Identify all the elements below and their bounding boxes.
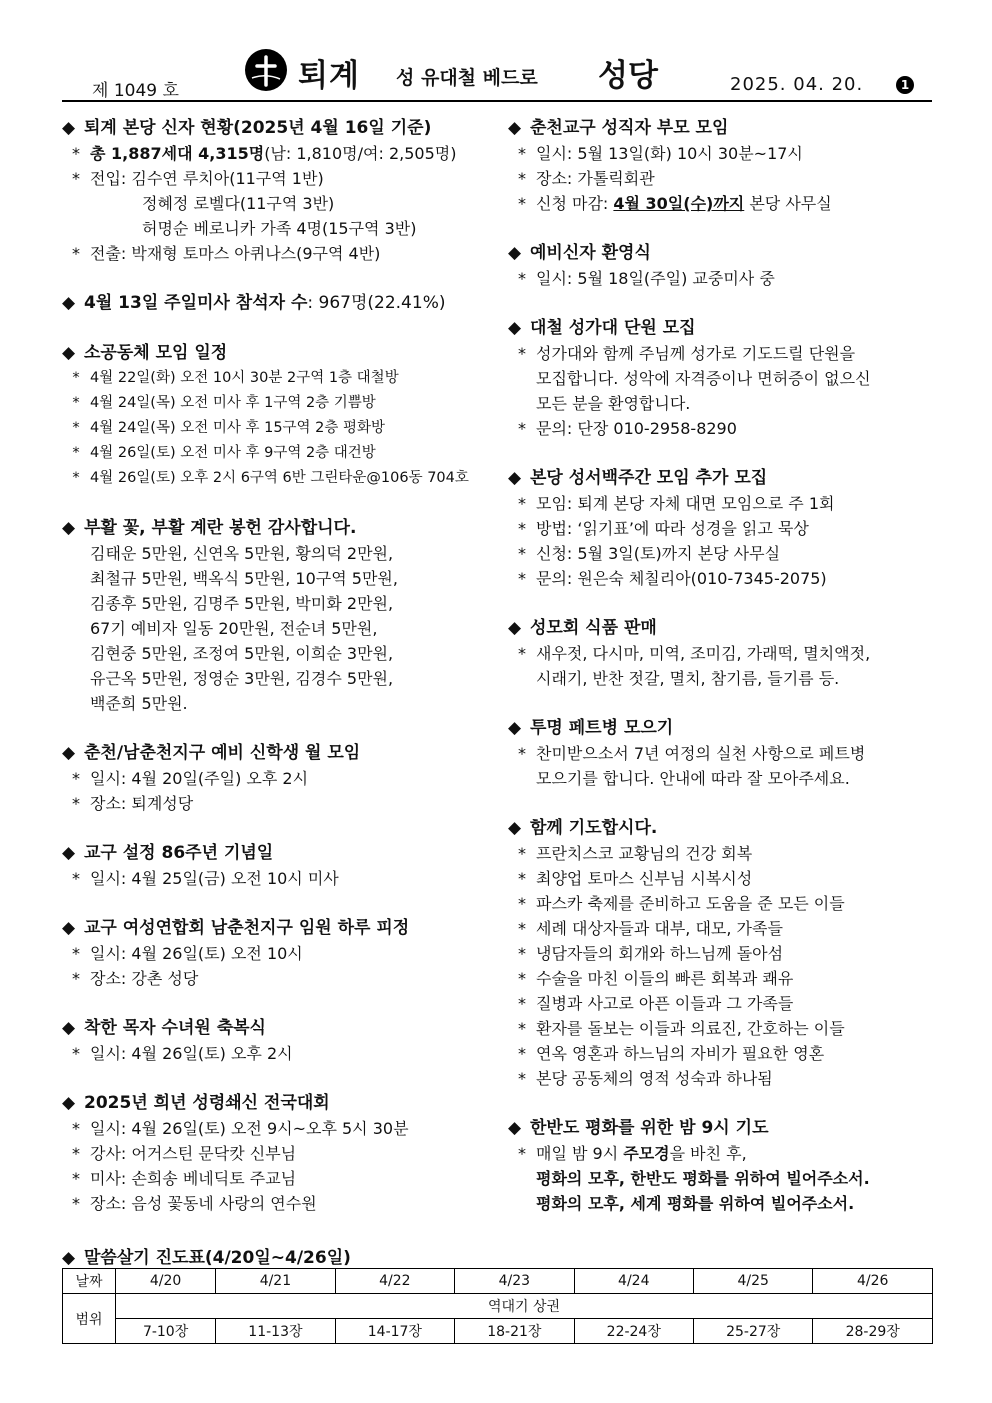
asterisk-icon: * (518, 1019, 526, 1038)
diamond-bullet-icon: ◆ (508, 468, 522, 488)
parish-patron: 성 유대철 베드로 (396, 67, 538, 89)
asterisk-icon: * (518, 1044, 526, 1063)
section-title: 부활 꽃, 부활 계란 봉헌 감사합니다. (84, 518, 357, 538)
donor-line: 김현중 5만원, 조정여 5만원, 이희순 3만원, (90, 644, 394, 663)
list-item: * 수술을 마친 이들의 빠른 회복과 쾌유 (508, 966, 933, 991)
chapter-cell: 11-13장 (216, 1319, 335, 1344)
asterisk-icon: * (518, 144, 526, 163)
diamond-bullet-icon: ◆ (62, 1018, 76, 1038)
asterisk-icon: * (518, 919, 526, 938)
section-small-community (62, 341, 487, 491)
diamond-bullet-icon: ◆ (508, 318, 522, 338)
list-item: * 환자를 돌보는 이들과 의료진, 간호하는 이들 (508, 1016, 933, 1041)
asterisk-icon: * (72, 244, 80, 263)
donor-line: 김종후 5만원, 김명주 5만원, 박미화 2만원, (90, 594, 394, 613)
asterisk-icon: * (518, 169, 526, 188)
date-cell: 4/20 (116, 1269, 216, 1294)
asterisk-icon: * (518, 894, 526, 913)
section-title: 소공동체 모임 일정 (84, 343, 228, 363)
section-diocese-anniversary: ◆ 교구 설정 86주년 기념일 * 일시: 4월 25일(금) 오전 10시 미사 (62, 841, 487, 891)
asterisk-icon: * (72, 445, 80, 461)
member-total: 총 1,887세대 4,315명 (90, 144, 265, 163)
asterisk-icon: * (518, 969, 526, 988)
diamond-bullet-icon: ◆ (508, 243, 522, 263)
book-cell: 역대기 상권 (116, 1294, 933, 1319)
list-item: * 프란치스코 교황님의 건강 회복 (508, 841, 933, 866)
section-title: 투명 페트병 모으기 (530, 718, 674, 738)
list-item: * 4월 24일(목) 오전 미사 후 1구역 2층 기쁨방 (62, 391, 487, 416)
asterisk-icon: * (72, 969, 80, 988)
diamond-bullet-icon: ◆ (62, 293, 76, 313)
diamond-bullet-icon: ◆ (508, 1118, 522, 1138)
issue-number: 제 1049 호 (92, 81, 179, 101)
table-row (63, 1294, 933, 1319)
diamond-bullet-icon: ◆ (62, 343, 76, 363)
chapter-cell: 28-29장 (813, 1319, 933, 1344)
asterisk-icon: * (72, 144, 80, 163)
date-cell: 4/23 (455, 1269, 574, 1294)
asterisk-icon: * (518, 844, 526, 863)
asterisk-icon: * (72, 395, 80, 411)
diamond-bullet-icon: ◆ (508, 818, 522, 838)
asterisk-icon: * (518, 494, 526, 513)
section-prayer-intentions (508, 816, 933, 1091)
asterisk-icon: * (72, 1044, 80, 1063)
asterisk-icon: * (518, 1144, 526, 1163)
date-cell: 4/21 (216, 1269, 335, 1294)
list-item: * 최양업 토마스 신부님 시복시성 (508, 866, 933, 891)
issue-date: 2025. 04. 20. (730, 74, 864, 95)
diamond-bullet-icon: ◆ (62, 918, 76, 938)
asterisk-icon: * (518, 344, 526, 363)
diamond-bullet-icon: ◆ (62, 743, 76, 763)
asterisk-icon: * (518, 1069, 526, 1088)
member-breakdown: (남: 1,810명/여: 2,505명) (264, 144, 457, 163)
left-column (62, 116, 487, 1241)
diamond-bullet-icon: ◆ (62, 843, 76, 863)
asterisk-icon: * (518, 994, 526, 1013)
reading-schedule-table (62, 1268, 933, 1344)
asterisk-icon: * (72, 470, 80, 486)
section-title: 춘천/남춘천지구 예비 신학생 월 모임 (84, 743, 361, 763)
asterisk-icon: * (72, 420, 80, 436)
section-choir-recruit: ◆ 대철 성가대 단원 모집 * 성가대와 함께 주님께 성가로 기도드릴 단원을 모집합니다. 성악에 자격증이나 면허증이 없으신 모든 분을 환영합니다. * 문의: 단장 010-2958-8290 (508, 316, 933, 441)
section-title: 춘천교구 성직자 부모 모임 (530, 118, 729, 138)
diamond-bullet-icon: ◆ (62, 1093, 76, 1113)
schedule-title: ◆ 말씀살기 진도표(4/20일~4/26일) (62, 1248, 351, 1268)
diamond-bullet-icon: ◆ (508, 718, 522, 738)
diamond-bullet-icon: ◆ (508, 118, 522, 138)
table-row (63, 1269, 933, 1294)
section-peace-prayer: ◆ 한반도 평화를 위한 밤 9시 기도 * 매일 밤 9시 주모경을 바친 후, 평화의 모후, 한반도 평화를 위하여 빌어주소서. 평화의 모후, 세계 평화를 위하여 빌어주소서. (508, 1116, 933, 1216)
list-item: * 세례 대상자들과 대부, 대모, 가족들 (508, 916, 933, 941)
chapter-cell: 22-24장 (574, 1319, 693, 1344)
section-title: 교구 여성연합회 남춘천지구 임원 하루 피정 (84, 918, 410, 938)
right-column (508, 116, 933, 1241)
asterisk-icon: * (518, 544, 526, 563)
list-item: * 본당 공동체의 영적 성숙과 하나됨 (508, 1066, 933, 1091)
asterisk-icon: * (72, 869, 80, 888)
asterisk-icon: * (72, 769, 80, 788)
newsletter-header (62, 44, 932, 102)
section-clergy-parents: ◆ 춘천교구 성직자 부모 모임 * 일시: 5월 13일(화) 10시 30분~17시 * 장소: 가톨릭회관 * 신청 마감: 4월 30일(수)까지 본당 사무실 (508, 116, 933, 216)
donor-line: 김태운 5만원, 신연옥 5만원, 황의덕 2만원, (90, 544, 394, 563)
date-cell: 4/26 (813, 1269, 933, 1294)
date-cell: 4/24 (574, 1269, 693, 1294)
parish-title: 성당 (598, 58, 658, 94)
chapter-cell: 18-21장 (455, 1319, 574, 1344)
transfer-in-line: 허명순 베로니카 가족 4명(15구역 3반) (142, 219, 417, 238)
section-seminarian-meeting: ◆ 춘천/남춘천지구 예비 신학생 월 모임 * 일시: 4월 20일(주일) 오후 2시 * 장소: 퇴계성당 (62, 741, 487, 816)
list-item: * 4월 26일(토) 오전 미사 후 9구역 2층 대건방 (62, 441, 487, 466)
section-title: 본당 성서백주간 모임 추가 모집 (530, 468, 768, 488)
chapter-cell: 14-17장 (335, 1319, 454, 1344)
section-attendance (62, 291, 487, 316)
section-womens-retreat: ◆ 교구 여성연합회 남춘천지구 임원 하루 피정 * 일시: 4월 26일(토) 오전 10시 * 장소: 강촌 성당 (62, 916, 487, 991)
brand-title: 퇴계 (298, 58, 360, 94)
asterisk-icon: * (72, 794, 80, 813)
donor-line: 최철규 5만원, 백옥식 5만원, 10구역 5만원, (90, 569, 398, 588)
diamond-bullet-icon: ◆ (62, 518, 76, 538)
list-item: * 4월 22일(화) 오전 10시 30분 2구역 1층 대철방 (62, 366, 487, 391)
list-item: * 연옥 영혼과 하느님의 자비가 필요한 영혼 (508, 1041, 933, 1066)
table-row (63, 1319, 933, 1344)
asterisk-icon: * (72, 944, 80, 963)
section-title: 예비신자 환영식 (530, 243, 651, 263)
prayer-line: 평화의 모후, 한반도 평화를 위하여 빌어주소서. (536, 1169, 870, 1188)
asterisk-icon: * (518, 194, 526, 213)
page-number-badge: 1 (896, 76, 914, 94)
date-header: 날짜 (63, 1269, 116, 1294)
transfer-out-line: 전출: 박재형 토마스 아퀴나스(9구역 4반) (90, 244, 381, 263)
section-pet-bottles: ◆ 투명 페트병 모으기 * 찬미받으소서 7년 여정의 실천 사항으로 페트병 모으기를 합니다. 안내에 따라 잘 모아주세요. (508, 718, 866, 788)
diamond-bullet-icon: ◆ (62, 1248, 76, 1268)
section-catechumen-welcome: ◆ 예비신자 환영식 * 일시: 5월 18일(주일) 교중미사 중 (508, 241, 933, 291)
asterisk-icon: * (518, 519, 526, 538)
section-title: 교구 설정 86주년 기념일 (84, 843, 274, 863)
asterisk-icon: * (518, 419, 526, 438)
list-item: * 4월 24일(목) 오전 미사 후 15구역 2층 평화방 (62, 416, 487, 441)
asterisk-icon: * (72, 1169, 80, 1188)
section-easter-offerings (62, 516, 487, 716)
asterisk-icon: * (518, 569, 526, 588)
section-title: 2025년 희년 성령쇄신 전국대회 (84, 1093, 330, 1113)
section-jubilee-convention: ◆ 2025년 희년 성령쇄신 전국대회 * 일시: 4월 26일(토) 오전 9시~오후 5시 30분 * 강사: 어거스틴 문닥캇 신부님 * 미사: 손희송 베네딕토 주교님 * 장소: 음성 꽃동네 사랑의 연수원 (62, 1091, 487, 1216)
asterisk-icon: * (518, 644, 526, 663)
section-title: 착한 목자 수녀원 축복식 (84, 1018, 266, 1038)
prayer-name: 주모경 (623, 1144, 670, 1163)
section-title: 퇴계 본당 신자 현황(2025년 4월 16일 기준) (84, 118, 432, 138)
section-food-sale: ◆ 성모회 식품 판매 * 새우젓, 다시마, 미역, 조미김, 가래떡, 멸치액젓, 시래기, 반찬 젓갈, 멸치, 참기름, 들기름 등. (508, 618, 871, 688)
deadline-date: 4월 30일(수)까지 (613, 194, 745, 213)
list-item: * 냉담자들의 회개와 하느님께 돌아섬 (508, 941, 933, 966)
section-convent-blessing: ◆ 착한 목자 수녀원 축복식 * 일시: 4월 26일(토) 오후 2시 (62, 1016, 487, 1066)
asterisk-icon: * (518, 944, 526, 963)
chapter-cell: 25-27장 (694, 1319, 813, 1344)
diamond-bullet-icon: ◆ (62, 118, 76, 138)
attendance-count: : 967명(22.41%) (307, 293, 446, 313)
list-item: * 4월 26일(토) 오후 2시 6구역 6반 그린타운@106동 704호 (62, 466, 487, 491)
prayer-line: 평화의 모후, 세계 평화를 위하여 빌어주소서. (536, 1194, 855, 1213)
asterisk-icon: * (72, 1144, 80, 1163)
donor-line: 67기 예비자 일동 20만원, 전순녀 5만원, (90, 619, 378, 638)
asterisk-icon: * (72, 1119, 80, 1138)
section-bible-study: ◆ 본당 성서백주간 모임 추가 모집 * 모임: 퇴계 본당 자체 대면 모임으로 주 1회 * 방법: ‘읽기표’에 따라 성경을 읽고 묵상 * 신청: 5월 3일(토)까지 본당 사무실 * 문의: 원은숙 체칠리아(010-7345-2075) (508, 466, 933, 591)
section-title: 성모회 식품 판매 (530, 618, 657, 638)
asterisk-icon: * (72, 1194, 80, 1213)
section-title: 함께 기도합시다. (530, 818, 658, 838)
asterisk-icon: * (72, 370, 80, 386)
transfer-in-line: 정혜정 로벨다(11구역 3반) (142, 194, 335, 213)
transfer-in-line: 전입: 김수연 루치아(11구역 1반) (90, 169, 324, 188)
section-title: 대철 성가대 단원 모집 (530, 318, 696, 338)
date-cell: 4/22 (335, 1269, 454, 1294)
asterisk-icon: * (518, 744, 526, 763)
asterisk-icon: * (72, 169, 80, 188)
cross-circle-icon (244, 48, 288, 92)
asterisk-icon: * (518, 869, 526, 888)
list-item: * 파스카 축제를 준비하고 도움을 준 모든 이들 (508, 891, 933, 916)
donor-line: 유근옥 5만원, 정영순 3만원, 김경수 5만원, (90, 669, 394, 688)
chapter-cell: 7-10장 (116, 1319, 216, 1344)
donor-line: 백준희 5만원. (90, 694, 188, 713)
list-item: * 질병과 사고로 아픈 이들과 그 가족들 (508, 991, 933, 1016)
asterisk-icon: * (518, 269, 526, 288)
range-header: 범위 (63, 1294, 116, 1344)
section-title: 한반도 평화를 위한 밤 9시 기도 (530, 1118, 769, 1138)
section-parish-members (62, 116, 487, 266)
diamond-bullet-icon: ◆ (508, 618, 522, 638)
section-title: 4월 13일 주일미사 참석자 수 (84, 293, 308, 313)
date-cell: 4/25 (694, 1269, 813, 1294)
